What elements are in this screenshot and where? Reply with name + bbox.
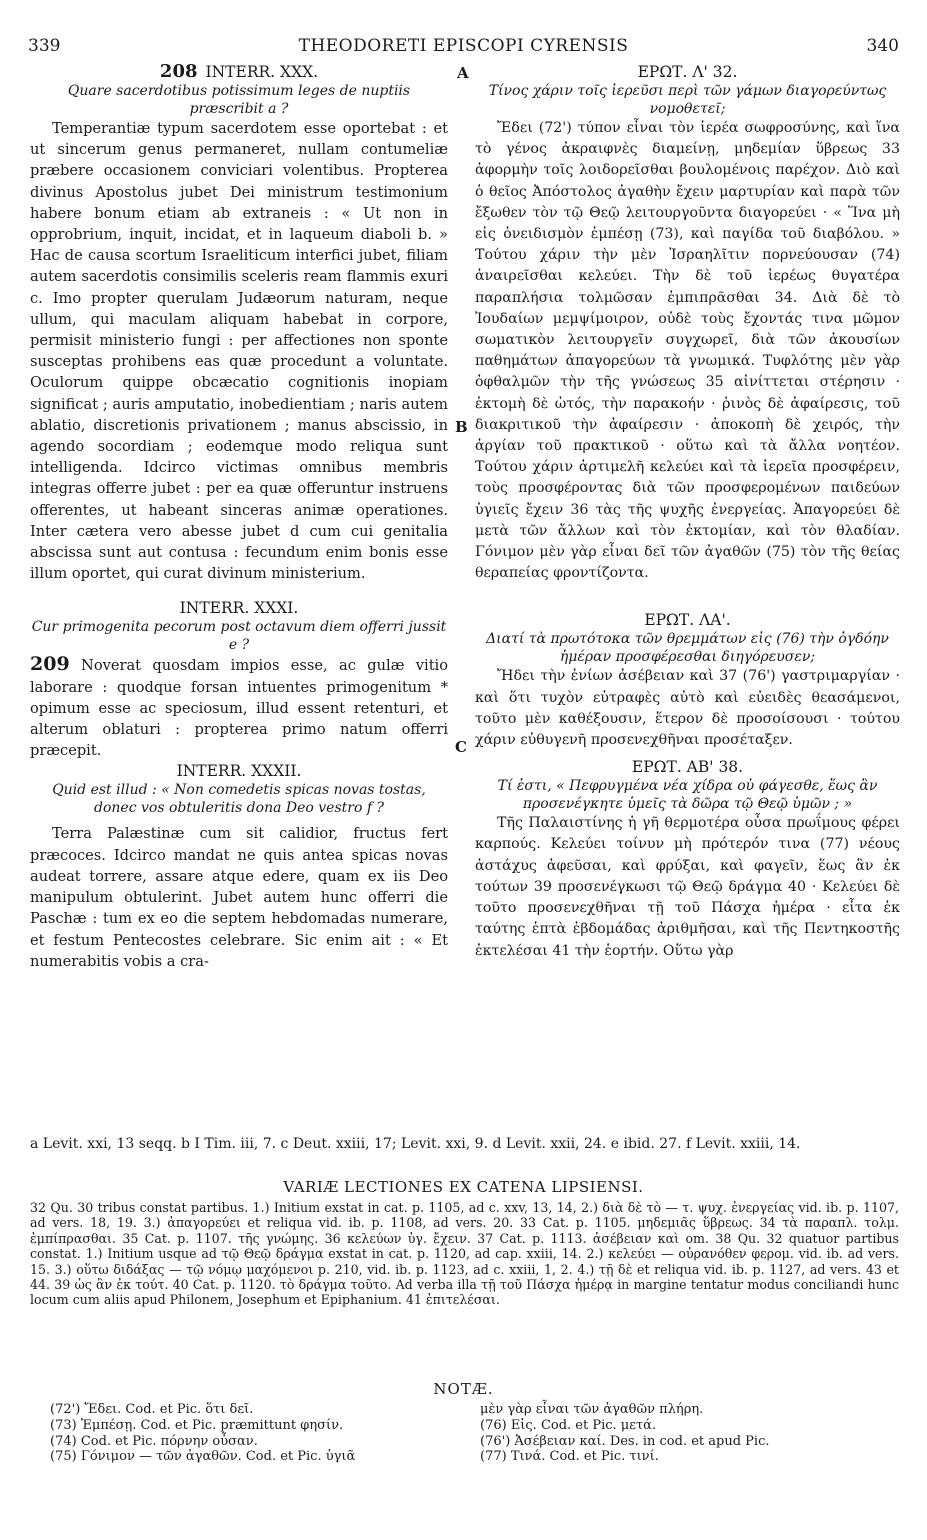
note-line: (75) Γόνιμον — τῶν ἀγαθῶν. Cod. et Pic. ὑγιᾶ bbox=[50, 1449, 356, 1465]
margin-marker-b: B bbox=[455, 418, 468, 436]
notae-title: NOTÆ. bbox=[433, 1380, 494, 1398]
question-heading: ΕΡΩΤ. ΑΒ' 38. bbox=[631, 758, 744, 777]
note-line: (76') Ἀσέβειαν καί. Des. in cod. et apud Pic. bbox=[480, 1433, 770, 1449]
latin-column bbox=[30, 62, 448, 972]
running-header bbox=[28, 36, 899, 60]
question-title: Cur primogenita pecorum post octavum diem offerri jussit e ? bbox=[31, 619, 447, 654]
margin-marker-c: C bbox=[455, 738, 467, 756]
margin-marker-a: A bbox=[457, 64, 469, 82]
note-line: μὲν γὰρ εἶναι τῶν ἀγαθῶν πλήρη. bbox=[480, 1402, 704, 1417]
note-line: (72') Ἔδει. Cod. et Pic. ὅτι δεῖ. bbox=[50, 1402, 254, 1417]
column-number: 209 bbox=[30, 653, 70, 676]
question-title: Διατί τὰ πρωτότοκα τῶν θρεμμάτων εἰς (76) τὴν ὀγδόην ἡμέραν προσφέρεσθαι διηγόρευσεν; bbox=[486, 631, 889, 666]
question-title: Quid est illud : « Non comedetis spicas novas tostas, donec vos obtuleritis dona Deo vestro f ? bbox=[52, 782, 426, 817]
page-number-right: 340 bbox=[866, 36, 899, 56]
note-line: (77) Τινά. Cod. et Pic. τινί. bbox=[480, 1449, 659, 1465]
question-heading: ΕΡΩΤ. Λ' 32. bbox=[637, 63, 738, 81]
answer-paragraph: Temperantiæ typum sacerdotem esse oportebat : et ut sincerum genus permaneret, nullam contumeliæ præbere occasionem conviciari volentibus. Propterea divinus Apostolus jubet Dei ministrum testimonium habere bonum etiam ab extraneis : « Ut non in opprobrium, inquit, incidat, et in laqueum diaboli b. » Hac de causa scortum Israeliticum interfici jubet, filiam autem sacerdotis consimilis sceleris ream flammis exuri c. Imo propter querulam Judæorum naturam, neque ullum, qui maculam aliquam habebat in corpore, permisit ministerio fungi : per affectiones non sponte susceptas prohibens eas quæ procedunt a voluntate. Oculorum quippe obcæcatio cognitionis inopiam significat ; auris amputatio, inobedientiam ; naris autem ablatio, discretionis privationem ; manus abscissio, in agendo socordiam ; eodemque modo reliqua sunt intelligenda. Idcirco victimas omnibus membris integras offerre jubet : per ea quæ offeruntur instruens offerentes, ut habeant sinceras animæ operationes. Inter cætera vero abesse jubet d cum cui genitalia abscissa sunt aut contusa : fecundum enim bonis esse illum oportet, qui curat divinum ministerium. bbox=[30, 120, 448, 583]
answer-paragraph: 209 Noverat quosdam impios esse, ac gulæ vitio laborare : quodque forsan intuentes primogenitum * opimum esse ac speciosum, illud essent retenturi, et alterum oblaturi : propterea primo natum offerri præcepit. bbox=[30, 653, 449, 760]
question-title: Quare sacerdotibus potissimum leges de nuptiis præscribit a ? bbox=[67, 83, 411, 117]
question-heading: 208 INTERR. XXX. bbox=[159, 61, 319, 82]
answer-paragraph: Terra Palæstinæ cum sit calidior, fructus fert præcoces. Idcirco mandat ne quis antea spicas novas audeat torrere, assare atque edere, quam ex iis Deo manipulum obtulerint. Jubet autem hunc offerri die Paschæ : tum ex eo die septem hebdomadas numerare, et festum Pentecostes celebrare. Sic enim ait : « Et numerabitis vobis a cra- bbox=[30, 825, 448, 970]
note-line: (74) Cod. et Pic. πόρνην οὖσαν. bbox=[50, 1433, 258, 1449]
notes-left-column bbox=[50, 1402, 460, 1465]
question-title: Τί ἐστι, « Πεφρυγμένα νέα χίδρα οὐ φάγεσθε, ἕως ἂν προσενέγκητε ὑμεῖς τὰ δῶρα τῷ Θεῷ ὑμῶν ; » bbox=[497, 778, 878, 813]
answer-paragraph: Ἔδει (72') τύπον εἶναι τὸν ἱερέα σωφροσύνης, καὶ ἵνα τὸ γένος ἀκραιφνὲς διαμείνῃ, μηδεμίαν ὕβρεως 33 ἀφορμὴν τοῖς λοιδορεῖσθαι βουλομένοις παρέχον. Διὸ καὶ ὁ θεῖος Ἀπόστολος ἀγαθὴν ἔχειν μαρτυρίαν καὶ παρὰ τῶν ἔξωθεν τὸν τῷ Θεῷ λειτουργοῦντα διαγορεύει · « Ἵνα μὴ εἰς ὀνειδισμὸν ἐμπέσῃ (73), καὶ παγίδα τοῦ διαβόλου. » Τούτου χάριν τὴν μὲν Ἰσραηλῖτιν πορνεύουσαν (74) ἀναιρεῖσθαι κελεύει. Τὴν δὲ τοῦ ἱερέως θυγατέρα παραπλήσια τολμῶσαν ἐμπιπρᾶσθαι 34. Διὰ δὲ τὸ Ἰουδαίων μεμψίμοιρον, οὐδὲ τοὺς ἔχοντάς τινα μῶμον σωματικὸν λειτουργεῖν συγχωρεῖ, διὰ τῶν ἀκουσίων παθημάτων ἀπαγορεύων τὰ γνωμικά. Τυφλότης μὲν γὰρ ὀφθαλμῶν τὴν τῆς γνώσεως 35 αἰνίττεται στέρησιν · ἐκτομὴ δὲ ὠτός, τὴν παρακοήν · ῥινὸς δὲ ἀφαίρεσις, τοῦ διακριτικοῦ τὴν ἀφαίρεσιν · ἀποκοπὴ δὲ χειρός, τὴν ἀργίαν τοῦ πρακτικοῦ · οὕτω καὶ τὰ ἄλλα νοητέον. Τούτου χάριν ἀρτιμελῆ κελεύει καὶ τὰ ἱερεῖα προσφέρειν, τοὺς προσφέροντας διὰ τῶν προσφερομένων παιδεύων ὑγιεῖς ἔχειν 36 τὰς τῆς ψυχῆς ἐνεργείας. Ἀπαγορεύει δὲ μετὰ τῶν ἄλλων καὶ τὸν ἐκτομίαν, καὶ τὸν θλαδίαν. Γόνιμον μὲν γὰρ εἶναι δεῖ τῶν ἀγαθῶν (75) τὸν τῆς θείας θεραπείας φροντίζοντα. bbox=[475, 120, 900, 582]
footnotes: a Levit. xxi, 13 seqq. b I Tim. iii, 7. c Deut. xxiii, 17; Levit. xxi, 9. d Levit. xxii, 24. e ibid. 27. f Levit. xxiii, 14. bbox=[30, 1136, 801, 1152]
variae-lectiones: 32 Qu. 30 tribus constat partibus. 1.) Initium exstat in cat. p. 1105, ad c. xxv, 13, 14, 2.) διὰ δὲ τὸ — τ. ψυχ. ἐνεργείας vid. ib. p. 1107, ad vers. 18, 19. 3.) ἀπαγορεύει et reliqua vid. ib. p. 1108, ad vers. 20. 33 Cat. p. 1105. μηδεμιᾶς ὕβρεως. 34 τὰ παραπλ. τολμ. ἐμπίπρασθαι. 35 Cat. p. 1107. τῆς γνώμης. 36 κελεύων ὑγ. ἔχειν. 37 Cat. p. 1113. ἀσέβειαν καὶ om. 38 Qu. 32 quatuor partibus constat. 1.) Initium usque ad τῷ Θεῷ δράγμα exstat in cat. p. 1120, ad cap. xxiii, 14. 2.) κελεύει — οὐρανόθεν φερομ. vid. ib. ad vers. 15. 3.) οὕτω διδάξας — τῷ νόμῳ μαχόμενοι p. 210, vid. ib. p. 1123, ad c. xxiii, 1, 2. 4.) τῇ δὲ et reliqua vid. ib. p. 1127, ad vers. 43 et 44. 39 ὡς ἂν ἐκ τούτ. 40 Cat. p. 1120. τὸ δράγμα τοῦτο. Ad verba illa τῇ τοῦ Πάσχα ἡμέρᾳ in margine tentatur modus conciliandi hunc locum cum aliis apud Philonem, Josephum et Epiphanium. 41 ἐπιτελέσαι. bbox=[30, 1200, 899, 1308]
question-heading: ΕΡΩΤ. ΛΑ'. bbox=[644, 611, 731, 630]
notes-right-column bbox=[480, 1402, 900, 1465]
question-title: Τίνος χάριν τοῖς ἱερεῦσι περὶ τῶν γάμων διαγορεύντως νομοθετεῖ; bbox=[488, 83, 887, 117]
note-line: (73) Ἐμπέσῃ. Cod. et Pic. præmittunt φησίν. bbox=[50, 1417, 344, 1433]
answer-paragraph: Τῆς Παλαιστίνης ἡ γῆ θερμοτέρα οὖσα πρωΐμους φέρει καρπούς. Κελεύει τοίνυν μὴ πρότερόν τινα (77) νέους ἀστάχυς ἀφεῦσαι, καὶ φρύξαι, καὶ φαγεῖν, ἕως ἂν ἐκ τούτων 39 προσενέγκωσι τῷ Θεῷ δράγμα 40 · Κελεύει δὲ τοῦτο προσενεχθῆναι τῇ τοῦ Πάσχα ἡμέρα · εἶτα ἐκ ταύτης ἑπτὰ ἑβδομάδας ἀριθμῆσαι, καὶ τῆς Πεντηκοστῆς ἐκτελέσαι 41 τὴν ἑορτήν. Οὕτω γὰρ bbox=[475, 815, 900, 959]
question-heading: INTERR. XXXII. bbox=[176, 762, 302, 781]
question-heading: INTERR. XXXI. bbox=[179, 599, 299, 618]
page-number-left: 339 bbox=[28, 36, 61, 56]
note-line: (76) Εἰς. Cod. et Pic. μετά. bbox=[480, 1417, 657, 1433]
greek-column bbox=[475, 62, 900, 962]
answer-paragraph: Ἤδει τὴν ἐνίων ἀσέβειαν καὶ 37 (76') γαστριμαργίαν · καὶ ὅτι τυχὸν εὐτραφὲς αὐτὸ καὶ εὐειδὲς θεασάμενοι, τοῦτο μὲν καθέξουσιν, ἕτερον δὲ προσοίσουσι · τούτου χάριν εὐθυγενῆ προσενεχθῆναι προσέταξεν. bbox=[475, 668, 900, 749]
variae-lectiones-title: VARIÆ LECTIONES EX CATENA LIPSIENSI. bbox=[283, 1178, 644, 1196]
running-title: THEODORETI EPISCOPI CYRENSIS bbox=[298, 36, 629, 56]
column-number: 208 bbox=[159, 61, 198, 82]
